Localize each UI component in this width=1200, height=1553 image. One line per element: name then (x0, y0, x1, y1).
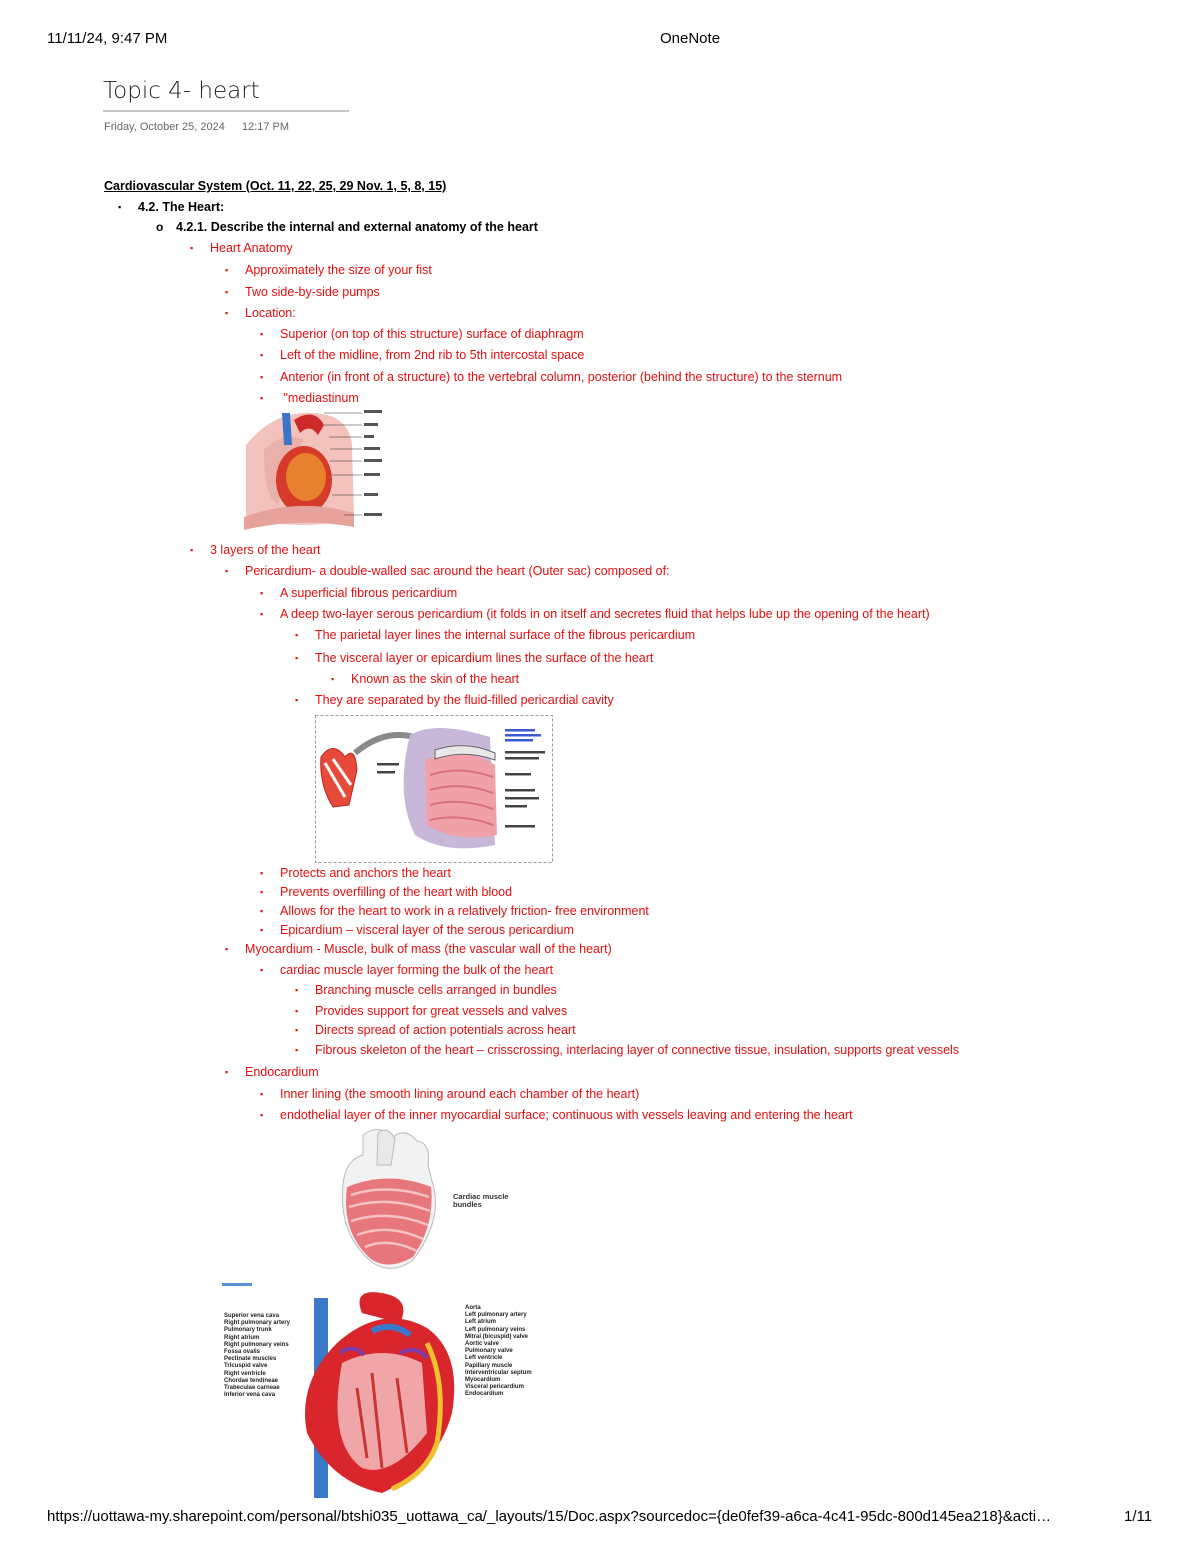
heart-section-right-labels (465, 1305, 541, 1399)
outline-item-location-3: ▪ Anterior (in front of a structure) to the vertebral column, posterior (behind the structure) to the sternum (260, 370, 843, 384)
bullet-square-icon: ▪ (260, 588, 264, 598)
page-time: 12:17 PM (241, 121, 290, 133)
section-heading: Cardiovascular System (Oct. 11, 22, 25, 29 Nov. 1, 5, 8, 15) (104, 179, 447, 193)
print-header-app-name: OneNote (660, 30, 721, 47)
outline-item-location-1: ▪ Superior (on top of this structure) surface of diaphragm (260, 327, 584, 341)
bullet-square-icon: ▪ (260, 609, 264, 619)
title-underline (103, 110, 349, 112)
bullet-square-icon: ▪ (225, 566, 229, 576)
bullet-square-icon: ▪ (295, 985, 299, 995)
outline-item-pericardium-2: ▪ A deep two-layer serous pericardium (it folds in on itself and secretes fluid that helps lube up the opening of the heart) (260, 607, 930, 621)
label-right-atrium: Right atrium (224, 1334, 260, 1341)
bullet-square-icon: ▪ (225, 287, 229, 297)
label-left-pulmonary-veins: Left pulmonary veins (465, 1326, 526, 1333)
bullet-square-icon: ▪ (331, 674, 335, 684)
bullet-square-icon: ▪ (260, 329, 264, 339)
bullet-square-icon: ▪ (295, 1006, 299, 1016)
bullet-square-icon: ▪ (295, 630, 299, 640)
bullet-square-icon: ▪ (260, 906, 264, 916)
outline-item-function-4: ▪ Epicardium – visceral layer of the serous pericardium (260, 923, 574, 937)
bullet-square-icon: ▪ (295, 695, 299, 705)
cardiac-muscle-illustration (333, 1125, 453, 1275)
label-visceral-pericardium: Visceral pericardium (465, 1384, 524, 1391)
outline-item-separated: ▪ They are separated by the fluid-filled pericardial cavity (295, 693, 614, 707)
label-pectinate-muscles: Pectinate muscles (224, 1356, 277, 1363)
outline-item-location: ▪ Location: (225, 306, 296, 320)
bullet-circle-icon: o (156, 220, 164, 234)
outline-item-myocardium-c: ▪ Directs spread of action potentials across heart (295, 1023, 576, 1037)
page-title: Topic 4- heart (103, 78, 260, 104)
outline-item-layers: ▪ 3 layers of the heart (190, 543, 321, 557)
outline-item-skin: ▪ Known as the skin of the heart (331, 672, 520, 686)
page-date: Friday, October 25, 2024 (104, 121, 225, 133)
label-right-pulmonary-artery: Right pulmonary artery (224, 1320, 291, 1327)
pericardium-layers-figure (315, 715, 553, 863)
bullet-square-icon: ▪ (260, 965, 264, 975)
bullet-square-icon: ▪ (260, 393, 264, 403)
bullet-square-icon: ▪ (260, 350, 264, 360)
print-header-datetime: 11/11/24, 9:47 PM (47, 30, 168, 47)
label-left-pulmonary-artery: Left pulmonary artery (465, 1312, 527, 1319)
outline-item-endocardium-1: ▪ Inner lining (the smooth lining around each chamber of the heart) (260, 1087, 640, 1101)
bullet-square-icon: ▪ (190, 243, 194, 253)
bullet-square-icon: ▪ (225, 265, 229, 275)
outline-item-size: ▪ Approximately the size of your fist (225, 263, 432, 277)
outline-item-visceral: ▪ The visceral layer or epicardium lines the surface of the heart (295, 651, 654, 665)
cardiac-muscle-label: Cardiac muscle bundles (453, 1192, 509, 1209)
label-pulmonary-valve: Pulmonary valve (465, 1348, 513, 1355)
bullet-square-icon: ▪ (260, 868, 264, 878)
cardiac-muscle-figure (333, 1125, 513, 1275)
outline-item-location-2: ▪ Left of the midline, from 2nd rib to 5th intercostal space (260, 348, 585, 362)
label-inferior-vena-cava: Inferior vena cava (224, 1392, 276, 1399)
bullet-square-icon: ▪ (260, 1089, 264, 1099)
label-right-pulmonary-veins: Right pulmonary veins (224, 1341, 289, 1348)
outline-item-endocardium-2: ▪ endothelial layer of the inner myocardial surface; continuous with vessels leaving and entering the heart (260, 1108, 853, 1122)
myocardium-shape (425, 754, 497, 838)
outline-item-myocardium-1: ▪ cardiac muscle layer forming the bulk of the heart (260, 963, 554, 977)
outline-item-function-3: ▪ Allows for the heart to work in a relatively friction- free environment (260, 904, 649, 918)
bullet-square-icon: ▪ (295, 1045, 299, 1055)
label-left-atrium: Left atrium (465, 1319, 497, 1326)
label-aorta: Aorta (465, 1305, 481, 1311)
label-mitral-valve: Mitral (bicuspid) valve (465, 1333, 529, 1340)
outline-item-subtopic: ▪ 4.2. The Heart: (118, 200, 225, 214)
outline-item-pericardium-1: ▪ A superficial fibrous pericardium (260, 586, 458, 600)
label-endocardium: Endocardium (465, 1391, 504, 1398)
label-tricuspid-valve: Tricuspid valve (224, 1363, 268, 1370)
label-right-ventricle: Right ventricle (224, 1370, 266, 1377)
outline-item-myocardium-d: ▪ Fibrous skeleton of the heart – crisscrossing, interlacing layer of connective tissue, insulation, supports great vessels (295, 1043, 960, 1057)
bullet-square-icon: ▪ (260, 372, 264, 382)
outline-item-parietal: ▪ The parietal layer lines the internal surface of the fibrous pericardium (295, 628, 696, 642)
label-papillary-muscle: Papillary muscle (465, 1362, 513, 1369)
heart-location-figure (244, 405, 394, 540)
outline-item-endocardium: ▪ Endocardium (225, 1065, 319, 1079)
heart-fat-shape (286, 453, 326, 501)
bullet-square-icon: ▪ (260, 925, 264, 935)
label-trabeculae-carneae: Trabeculae carneae (224, 1385, 280, 1392)
bullet-square-icon: ▪ (295, 653, 299, 663)
label-interventricular-septum: Interventricular septum (465, 1369, 532, 1376)
outline-item-myocardium-a: ▪ Branching muscle cells arranged in bundles (295, 983, 557, 997)
outline-item-pumps: ▪ Two side-by-side pumps (225, 285, 380, 299)
label-superior-vena-cava: Superior vena cava (224, 1313, 280, 1319)
label-chordae-tendineae: Chordae tendineae (224, 1377, 279, 1384)
bullet-square-icon: ▪ (118, 202, 122, 212)
outline-item-objective: o 4.2.1. Describe the internal and external anatomy of the heart (156, 220, 538, 234)
bullet-square-icon: ▪ (225, 308, 229, 318)
outline-item-myocardium: ▪ Myocardium - Muscle, bulk of mass (the vascular wall of the heart) (225, 942, 612, 956)
print-footer-page-number: 1/11 (1124, 1508, 1153, 1525)
bullet-square-icon: ▪ (190, 545, 194, 555)
bullet-square-icon: ▪ (295, 1025, 299, 1035)
page-meta (104, 121, 289, 133)
label-left-ventricle: Left ventricle (465, 1355, 503, 1362)
bullet-square-icon: ▪ (225, 1067, 229, 1077)
label-pulmonary-trunk: Pulmonary trunk (224, 1327, 272, 1334)
heart-section-left-labels (224, 1313, 304, 1399)
bullet-square-icon: ▪ (260, 1110, 264, 1120)
bullet-square-icon: ▪ (260, 887, 264, 897)
label-aortic-valve: Aortic valve (465, 1341, 500, 1348)
outline-item-function-1: ▪ Protects and anchors the heart (260, 866, 451, 880)
print-footer-url: https://uottawa-my.sharepoint.com/personal/btshi035_uottawa_ca/_layouts/15/Doc.aspx?sourcedoc={de0fef39-a6ca-4c41-95dc-800d145ea218}&acti… (47, 1508, 1052, 1525)
outline-item-function-2: ▪ Prevents overfilling of the heart with blood (260, 885, 513, 899)
bullet-square-icon: ▪ (225, 944, 229, 954)
heart-section-figure (222, 1283, 542, 1501)
outline-item-heart-anatomy: ▪ Heart Anatomy (190, 241, 293, 255)
label-fossa-ovalis: Fossa ovalis (224, 1349, 261, 1356)
outline-item-location-4: ▪ "mediastinum (260, 391, 359, 405)
outline-item-pericardium: ▪ Pericardium- a double-walled sac around the heart (Outer sac) composed of: (225, 564, 670, 578)
label-myocardium: Myocardium (465, 1377, 501, 1384)
outline-item-myocardium-b: ▪ Provides support for great vessels and valves (295, 1004, 568, 1018)
